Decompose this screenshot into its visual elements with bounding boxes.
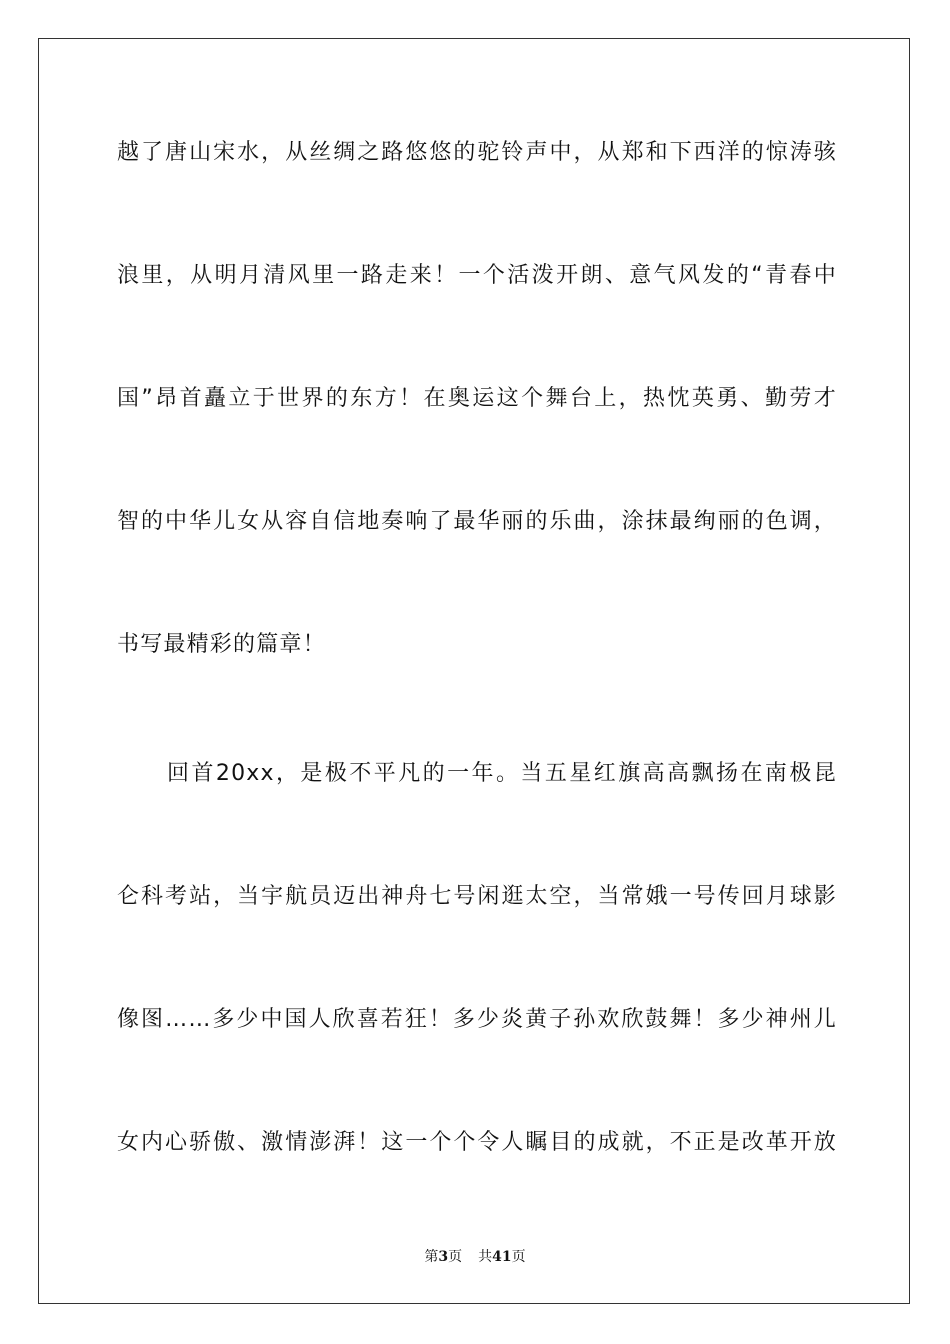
- text-line: 智的中华儿女从容自信地奏响了最华丽的乐曲，涂抹最绚丽的色调，: [117, 509, 837, 534]
- total-suffix: 页: [511, 1249, 526, 1265]
- paragraph-first-line: 回首20xx，是极不平凡的一年。当五星红旗高高飘扬在南极昆: [167, 761, 837, 786]
- text-line: 仑科考站，当宇航员迈出神舟七号闲逛太空，当常娥一号传回月球影: [117, 884, 837, 909]
- page-number: 3: [438, 1249, 449, 1265]
- total-prefix: 共: [478, 1249, 493, 1265]
- page-suffix: 页: [448, 1249, 463, 1265]
- text-line: 书写最精彩的篇章！: [117, 632, 326, 657]
- text-line: 女内心骄傲、激情澎湃！这一个个令人瞩目的成就，不正是改革开放: [117, 1130, 837, 1155]
- page-frame: [38, 38, 910, 1304]
- text-line: 浪里，从明月清风里一路走来！一个活泼开朗、意气风发的“青春中: [117, 263, 837, 288]
- text-line: 越了唐山宋水，从丝绸之路悠悠的驼铃声中，从郑和下西洋的惊涛骇: [117, 140, 837, 165]
- total-pages: 41: [492, 1249, 512, 1265]
- page-footer: [0, 1248, 950, 1266]
- text-line: 像图……多少中国人欣喜若狂！多少炎黄子孙欢欣鼓舞！多少神州儿: [117, 1007, 837, 1032]
- text-line: 国”昂首矗立于世界的东方！在奥运这个舞台上，热忱英勇、勤劳才: [117, 386, 837, 411]
- page-prefix: 第: [424, 1249, 439, 1265]
